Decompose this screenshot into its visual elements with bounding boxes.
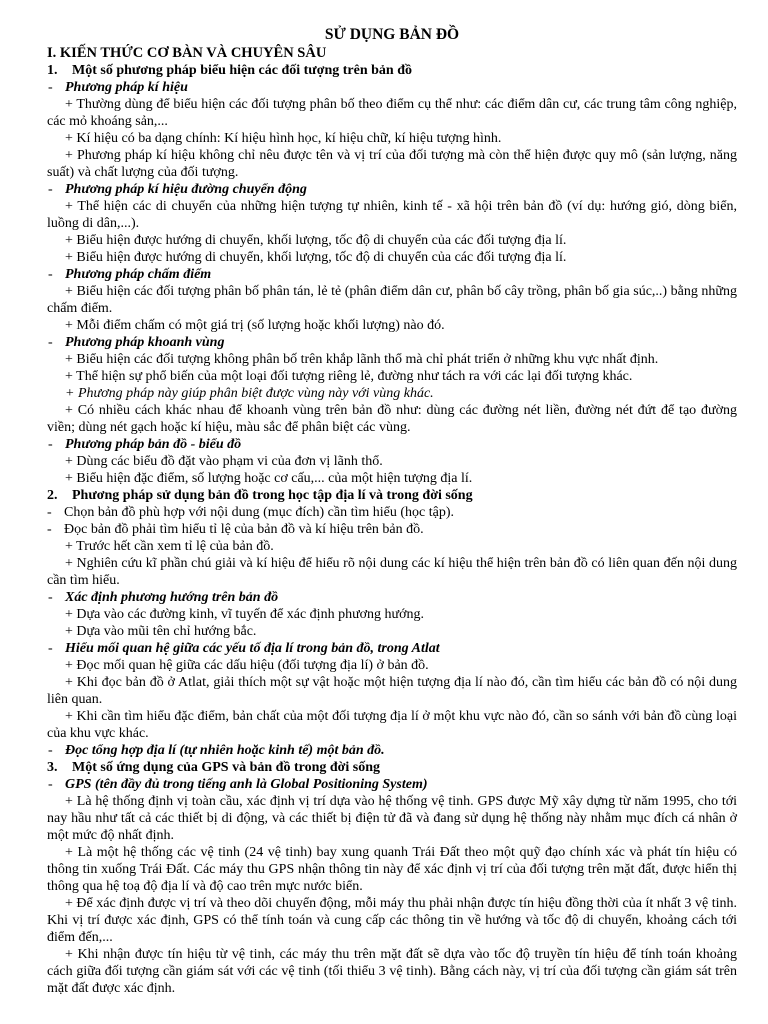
paragraph: + Để xác định được vị trí và theo dõi chuyển động, mỗi máy thu phải nhận được tín hiệu đồng thời của ít nhất 3 vệ tinh. Khi vị trí được xác định, GPS có thể tính toán và cung cấp các thông tin về hướng và tốc độ di chuyển, khoảng cách tới điểm đến,...: [47, 896, 737, 945]
paragraph: + Có nhiều cách khác nhau để khoanh vùng trên bản đồ như: dùng các đường nét liền, đường nét đứt để tạo đường viền; dùng nét gạch hoặc kí hiệu, màu sắc để phân biệt các vùng.: [47, 403, 737, 435]
method-heading-map-chart: - Phương pháp bản đồ - biểu đồ: [48, 437, 242, 452]
paragraph: + Thể hiện các di chuyển của những hiện tượng tự nhiên, kinh tế - xã hội trên bản đồ (ví dụ: hướng gió, dòng biển, luồng di dân,...).: [47, 199, 737, 231]
subheading-3: [47, 759, 737, 776]
heading-text: Đọc tổng hợp địa lí (tự nhiên hoặc kinh tế) một bản đồ.: [65, 743, 385, 758]
subheading-2: [47, 487, 737, 504]
paragraph: + Khi nhận được tín hiệu từ vệ tinh, các máy thu trên mặt đất sẽ dựa vào tốc độ truyền tín hiệu để tính toán khoảng cách giữa đối tượng cần giám sát với các vệ tinh (tối thiểu 3 vệ tinh). Bằng cách này, vị trí của đối tượng cần giám sát trên mặt đất được xác định.: [47, 947, 737, 996]
paragraph: + Dựa vào mũi tên chỉ hướng bắc.: [65, 624, 257, 639]
heading-text: GPS (tên đầy đủ trong tiếng anh là Global Positioning System): [65, 777, 428, 792]
paragraph: + Khi cần tìm hiểu đặc điểm, bản chất của một đối tượng địa lí ở một khu vực nào đó, cần so sánh với bản đồ cùng loại của khu vực khác.: [47, 709, 737, 741]
method-heading-symbol: - Phương pháp kí hiệu: [48, 80, 188, 95]
paragraph: + Biểu hiện được hướng di chuyển, khối lượng, tốc độ di chuyển của các đối tượng địa lí.: [65, 250, 567, 265]
method-heading-dots: - Phương pháp chấm điểm: [48, 267, 212, 282]
bullet-text: Đọc bản đồ phải tìm hiểu tỉ lệ của bản đồ và kí hiệu trên bản đồ.: [64, 522, 424, 537]
subheading-number: 1.: [47, 63, 58, 78]
direction-heading: - Xác định phương hướng trên bản đồ: [48, 590, 279, 605]
paragraph: + Trước hết cần xem tỉ lệ của bản đồ.: [65, 539, 274, 554]
section-heading-1: I. KIẾN THỨC CƠ BÀN VÀ CHUYÊN SÂU: [47, 45, 327, 61]
bullet-item: - Đọc bản đồ phải tìm hiểu tỉ lệ của bản đồ và kí hiệu trên bản đồ.: [47, 522, 424, 537]
heading-text: Hiểu mối quan hệ giữa các yếu tố địa lí trong bản đồ, trong Atlat: [65, 641, 440, 656]
method-title: Phương pháp bản đồ - biểu đồ: [65, 437, 242, 452]
method-title: Phương pháp khoanh vùng: [65, 335, 225, 350]
heading-text: Xác định phương hướng trên bản đồ: [65, 590, 279, 605]
paragraph: + Thể hiện sự phổ biến của một loại đối tượng riêng lẻ, đường như tách ra với các lại đối tượng khác.: [65, 369, 633, 384]
method-heading-movement: - Phương pháp kí hiệu đường chuyển động: [48, 182, 307, 197]
paragraph: + Mỗi điểm chấm có một giá trị (số lượng hoặc khối lượng) nào đó.: [65, 318, 445, 333]
gps-heading: - GPS (tên đầy đủ trong tiếng anh là Global Positioning System): [48, 777, 428, 792]
paragraph: + Biểu hiện các đối tượng phân bố phân tán, lẻ tẻ (phân điểm dân cư, phân bố cây trồng, phân bố gia súc,..) bằng những chấm điểm.: [47, 284, 737, 316]
subheading-text: Phương pháp sử dụng bản đồ trong học tập địa lí và trong đời sống: [72, 488, 473, 503]
method-title: Phương pháp kí hiệu: [65, 80, 188, 95]
paragraph: + Biểu hiện các đối tượng không phân bố trên khắp lãnh thổ mà chỉ phát triển ở những khu vực nhất định.: [65, 352, 659, 367]
bullet-item: - Chọn bản đồ phù hợp với nội dung (mục đích) cần tìm hiểu (học tập).: [47, 505, 455, 520]
bullet-text: Chọn bản đồ phù hợp với nội dung (mục đích) cần tìm hiểu (học tập).: [64, 505, 455, 520]
subheading-number: 3.: [47, 760, 58, 775]
method-heading-area: - Phương pháp khoanh vùng: [48, 335, 225, 350]
subheading-text: Một số ứng dụng của GPS và bản đồ trong đời sống: [72, 760, 381, 775]
paragraph: + Kí hiệu có ba dạng chính: Kí hiệu hình học, kí hiệu chữ, kí hiệu tượng hình.: [65, 131, 502, 146]
relation-heading: - Hiểu mối quan hệ giữa các yếu tố địa lí trong bản đồ, trong Atlat: [48, 641, 440, 656]
subheading-number: 2.: [47, 488, 58, 503]
paragraph: + Biểu hiện đặc điểm, số lượng hoặc cơ cấu,... của một hiện tượng địa lí.: [65, 471, 473, 486]
document-title: SỬ DỤNG BẢN ĐỒ: [324, 26, 460, 43]
paragraph: + Dùng các biểu đồ đặt vào phạm vi của đơn vị lãnh thổ.: [65, 454, 383, 469]
paragraph: + Khi đọc bản đồ ở Atlat, giải thích một sự vật hoặc một hiện tượng địa lí nào đó, cần tìm hiểu các bản đồ có nội dung liên quan.: [47, 675, 737, 707]
paragraph: + Phương pháp này giúp phân biệt được vùng này với vùng khác.: [65, 386, 434, 401]
synthesis-heading: - Đọc tổng hợp địa lí (tự nhiên hoặc kinh tế) một bản đồ.: [48, 743, 385, 758]
paragraph: + Phương pháp kí hiệu không chỉ nêu được tên và vị trí của đối tượng mà còn thể hiện được quy mô (sản lượng, năng suất) và chất lượng của đối tượng.: [47, 148, 737, 180]
subheading-text: Một số phương pháp biểu hiện các đối tượng trên bản đồ: [72, 63, 412, 78]
paragraph: + Thường dùng để biểu hiện các đối tượng phân bố theo điểm cụ thể như: các điểm dân cư, các trung tâm công nghiệp, các mỏ khoáng sản,...: [47, 97, 737, 129]
method-title: Phương pháp kí hiệu đường chuyển động: [65, 182, 307, 197]
paragraph: + Biểu hiện được hướng di chuyển, khối lượng, tốc độ di chuyển của các đối tượng địa lí.: [65, 233, 567, 248]
paragraph: + Là một hệ thống các vệ tinh (24 vệ tinh) bay xung quanh Trái Đất theo một quỹ đạo chính xác và phát tín hiệu có thông tin xuống Trái Đất. Các máy thu GPS nhận thông tin này để xác định vị trí của đối tượng trên mặt đất, được hiển thị thông qua hệ toạ độ địa lí và độ cao trên mực nước biển.: [47, 845, 737, 894]
method-title: Phương pháp chấm điểm: [65, 267, 212, 282]
paragraph: + Nghiên cứu kĩ phần chú giải và kí hiệu để hiểu rõ nội dung các kí hiệu thể hiện trên bản đồ có liên quan đến nội dung cần tìm hiểu.: [47, 556, 737, 588]
paragraph: + Là hệ thống định vị toàn cầu, xác định vị trí dựa vào hệ thống vệ tinh. GPS được Mỹ xây dựng từ năm 1995, cho tới nay hầu như tất cả các thiết bị di động, và các thiết bị điện tử đã và đang sử dụng hệ thống này nhằm mục đích cá nhân ở một mức độ nhất định.: [47, 794, 737, 843]
paragraph: + Dựa vào các đường kinh, vĩ tuyến để xác định phương hướng.: [65, 607, 425, 622]
paragraph: + Đọc mối quan hệ giữa các dấu hiệu (đối tượng địa lí) ở bản đồ.: [65, 658, 429, 673]
subheading-1: [47, 62, 737, 79]
